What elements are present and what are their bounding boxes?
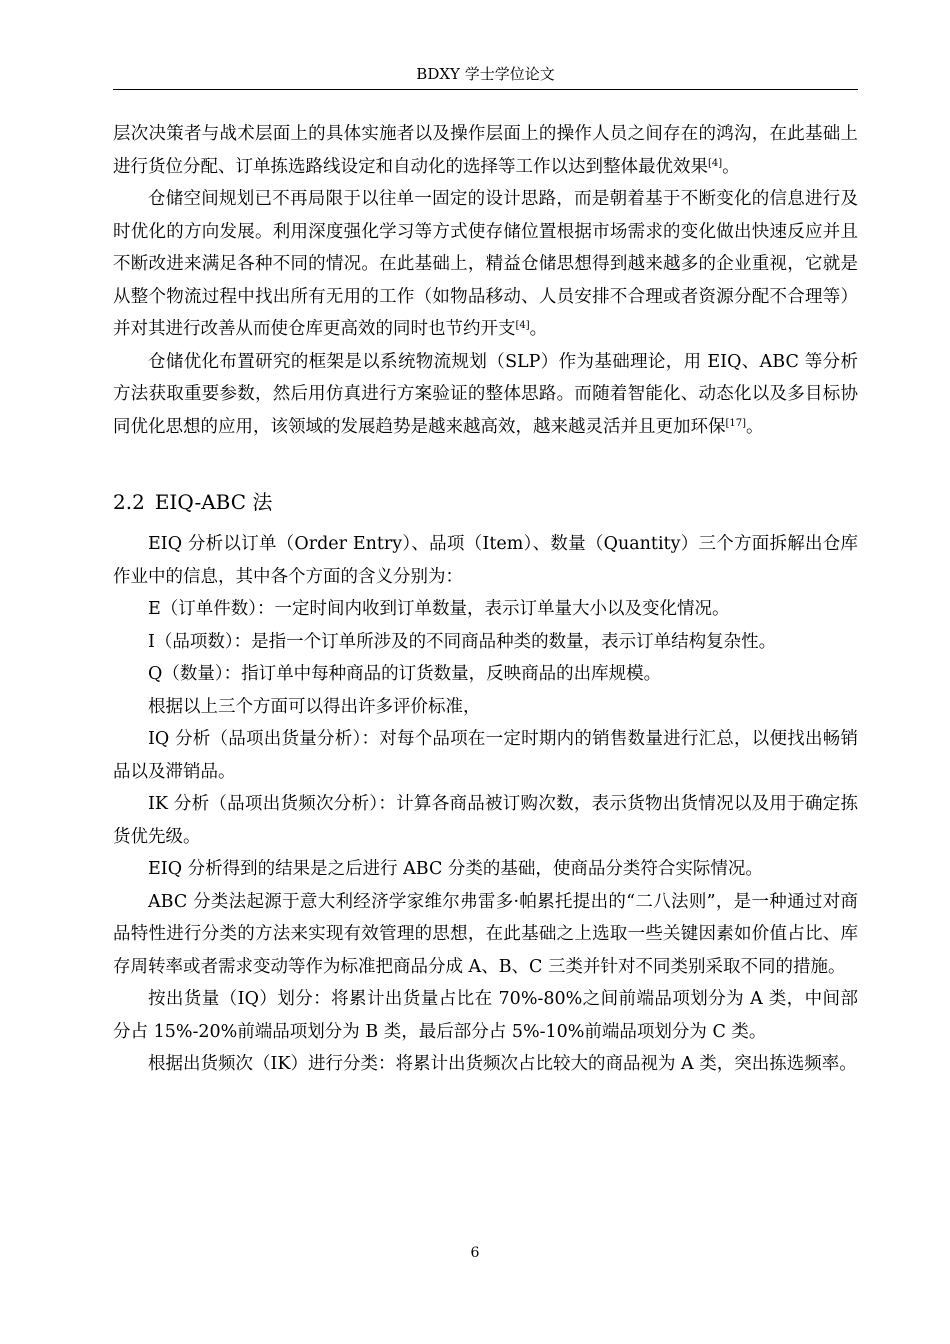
body-paragraph: IQ 分析（品项出货量分析）：对每个品项在一定时期内的销售数量进行汇总，以便找出畅销品以及滞销品。: [113, 729, 858, 782]
header-divider: [113, 89, 858, 90]
body-paragraph: 按出货量（IQ）划分：将累计出货量占比在 70%-80%之间前端品项划分为 A 类，中间部分占 15%-20%前端品项划分为 B 类，最后部分占 5%-10%前端品项划分为 C 类。: [113, 989, 858, 1042]
body-paragraph: EIQ 分析以订单（Order Entry）、品项（Item）、数量（Quantity）三个方面拆解出仓库作业中的信息，其中各个方面的含义分别为：: [113, 534, 858, 587]
citation: [17]: [725, 417, 747, 429]
running-header: BDXY 学士学位论文: [416, 65, 555, 83]
page-number: 6: [470, 1245, 480, 1261]
paragraph-end: 。: [722, 156, 740, 177]
citation: [4]: [515, 320, 530, 331]
paragraph-text: 仓储优化布置研究的框架是以系统物流规划（SLP）作为基础理论，用 EIQ、ABC 等分析方法获取重要参数，然后用仿真进行方案验证的整体思路。而随着智能化、动态化以及多目标协同优化思想的应用，该领域的发展趋势是越来越高效，越来越灵活并且更加环保: [113, 351, 858, 437]
body-paragraph: [113, 346, 858, 444]
body-paragraph: E（订单件数）：一定时间内收到订单数量，表示订单量大小以及变化情况。: [148, 599, 730, 619]
paragraph-text: 仓储空间规划已不再局限于以往单一固定的设计思路，而是朝着基于不断变化的信息进行及时优化的方向发展。利用深度强化学习等方式使存储位置根据市场需求的变化做出快速反应并且不断改进来满足各种不同的情况。在此基础上，精益仓储思想得到越来越多的企业重视，它就是从整个物流过程中找出所有无用的工作（如物品移动、人员安排不合理或者资源分配不合理等）并对其进行改善从而使仓库更高效的同时也节约开支: [113, 189, 858, 339]
body-paragraph: I（品项数）：是指一个订单所涉及的不同商品种类的数量，表示订单结构复杂性。: [148, 631, 777, 652]
section-heading: [113, 487, 858, 517]
paragraph-end: 。: [529, 319, 548, 339]
body-paragraph: [113, 183, 858, 346]
body-paragraph: 根据以上三个方面可以得出许多评价标准，: [148, 696, 481, 717]
paragraph-text: 层次决策者与战术层面上的具体实施者以及操作层面上的操作人员之间存在的鸿沟，在此基础上进行货位分配、订单拣选路线设定和自动化的选择等工作以达到整体最优效果: [113, 124, 858, 177]
section-number: 2.2: [113, 490, 145, 514]
body-paragraph: [113, 118, 858, 183]
citation: [4]: [708, 157, 723, 169]
body-paragraph: IK 分析（品项出货频次分析）：计算各商品被订购次数，表示货物出货情况以及用于确定拣货优先级。: [113, 794, 858, 847]
paragraph-end: 。: [746, 416, 764, 437]
body-paragraph: ABC 分类法起源于意大利经济学家维尔弗雷多·帕累托提出的“二八法则”，是一种通过对商品特性进行分类的方法来实现有效管理的思想，在此基础之上选取一些关键因素如价值占比、库存周转率或者需求变动等作为标准把商品分成 A、B、C 三类并针对不同类别采取不同的措施。: [113, 891, 858, 977]
body-paragraph: Q（数量）：指订单中每种商品的订货数量，反映商品的出库规模。: [148, 664, 662, 684]
body-paragraph: 根据出货频次（IK）进行分类：将累计出货频次占比较大的商品视为 A 类，突出拣选频率。: [148, 1054, 857, 1074]
section-title: EIQ-ABC 法: [154, 490, 273, 514]
page-body: [113, 118, 858, 1081]
body-paragraph: EIQ 分析得到的结果是之后进行 ABC 分类的基础，使商品分类符合实际情况。: [148, 859, 763, 879]
